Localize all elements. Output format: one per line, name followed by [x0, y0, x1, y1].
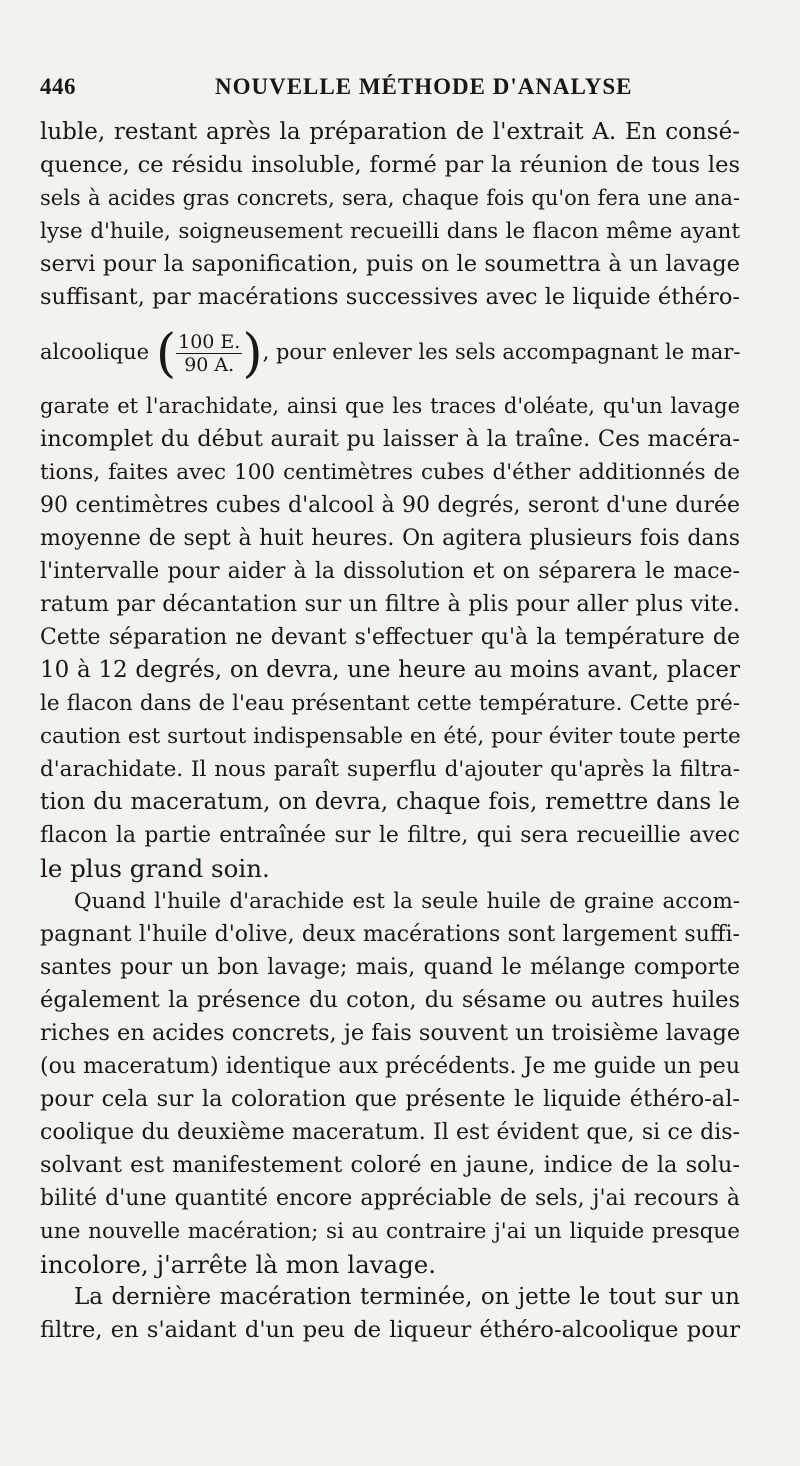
page-header — [40, 74, 740, 110]
text-line: tion du maceratum, on devra, chaque fois, remettre dans le — [40, 789, 740, 815]
text-line: riches en acides concrets, je fais souvent un troisième lavage — [40, 1020, 741, 1046]
right-paren: ) — [242, 323, 263, 384]
text-line: bilité d'une quantité encore appréciable de sels, j'ai recours à — [40, 1186, 740, 1211]
text-line: lyse d'huile, soigneusement recueilli dans le flacon même ayant — [40, 219, 740, 244]
text-line: suffisant, par macérations successives avec le liquide éthéro- — [40, 284, 740, 310]
text-line: moyenne de sept à huit heures. On agitera plusieurs fois dans — [40, 526, 740, 551]
text-line: Cette séparation ne devant s'effectuer qu'à la température de — [40, 625, 740, 650]
text-line: luble, restant après la préparation de l'extrait A. En consé- — [40, 119, 740, 145]
text-line: d'arachidate. Il nous paraît superflu d'ajouter qu'après la filtra- — [40, 757, 740, 782]
text-line: ratum par décantation sur un filtre à plis pour aller plus vite. — [40, 591, 740, 617]
text-line: filtre, en s'aidant d'un peu de liqueur éthéro-alcoolique pour — [40, 1317, 740, 1343]
text-line: le flacon dans de l'eau présentant cette température. Cette pré- — [40, 691, 740, 716]
text-line: l'intervalle pour aider à la dissolution et on séparera le mace- — [40, 559, 740, 584]
fraction-line — [40, 314, 740, 390]
text-line: pagnant l'huile d'olive, deux macérations sont largement suffi- — [40, 922, 740, 947]
left-paren: ( — [155, 323, 177, 384]
text-fragment: , pour enlever les sels accompagnant le mar- — [262, 340, 741, 364]
text-line: coolique du deuxième maceratum. Il est évident que, si ce dis- — [40, 1120, 740, 1145]
text-line: (ou maceratum) identique aux précédents. Je me guide un peu — [40, 1054, 740, 1079]
text-line: santes pour un bon lavage; mais, quand le mélange comporte — [40, 955, 740, 980]
solvent-ratio-fraction — [155, 323, 263, 384]
text-line: également la présence du coton, du sésame ou autres huiles — [40, 987, 740, 1013]
text-line: Quand l'huile d'arachide est la seule huile de graine accom- — [74, 889, 740, 914]
text-line: sels à acides gras concrets, sera, chaque fois qu'on fera une ana- — [40, 186, 740, 210]
fraction-denominator: 90 A. — [184, 354, 235, 376]
text-line: incolore, j'arrête là mon lavage. — [40, 1250, 437, 1279]
text-line: incomplet du début aurait pu laisser à la traîne. Ces macéra- — [40, 426, 740, 452]
text-line: une nouvelle macération; si au contraire j'ai un liquide presque — [40, 1219, 740, 1244]
page-number: 446 — [40, 74, 76, 99]
text-line: le plus grand soin. — [40, 854, 270, 883]
text-line: 90 centimètres cubes d'alcool à 90 degrés, seront d'une durée — [40, 493, 740, 518]
text-line: pour cela sur la coloration que présente le liquide éthéro-al- — [40, 1086, 740, 1112]
text-line: servi pour la saponification, puis on le soumettra à un lavage — [40, 251, 740, 277]
text-line: quence, ce résidu insoluble, formé par la réunion de tous les — [40, 152, 740, 178]
running-head: NOUVELLE MÉTHODE D'ANALYSE — [215, 74, 633, 99]
text-line: garate et l'arachidate, ainsi que les traces d'oléate, qu'un lavage — [40, 394, 740, 418]
text-fragment: alcoolique — [40, 340, 150, 364]
text-line: tions, faites avec 100 centimètres cubes d'éther additionnés de — [40, 460, 740, 485]
text-line: flacon la partie entraînée sur le filtre, qui sera recueillie avec — [40, 823, 740, 848]
text-line: La dernière macération terminée, on jette le tout sur un — [74, 1284, 740, 1310]
text-line: caution est surtout indispensable en été, pour éviter toute perte — [40, 724, 741, 749]
fraction-numerator: 100 E. — [178, 331, 241, 353]
text-line: 10 à 12 degrés, on devra, une heure au moins avant, placer — [40, 657, 740, 683]
text-line: solvant est manifestement coloré en jaune, indice de la solu- — [40, 1152, 740, 1178]
body-text — [40, 116, 740, 1347]
